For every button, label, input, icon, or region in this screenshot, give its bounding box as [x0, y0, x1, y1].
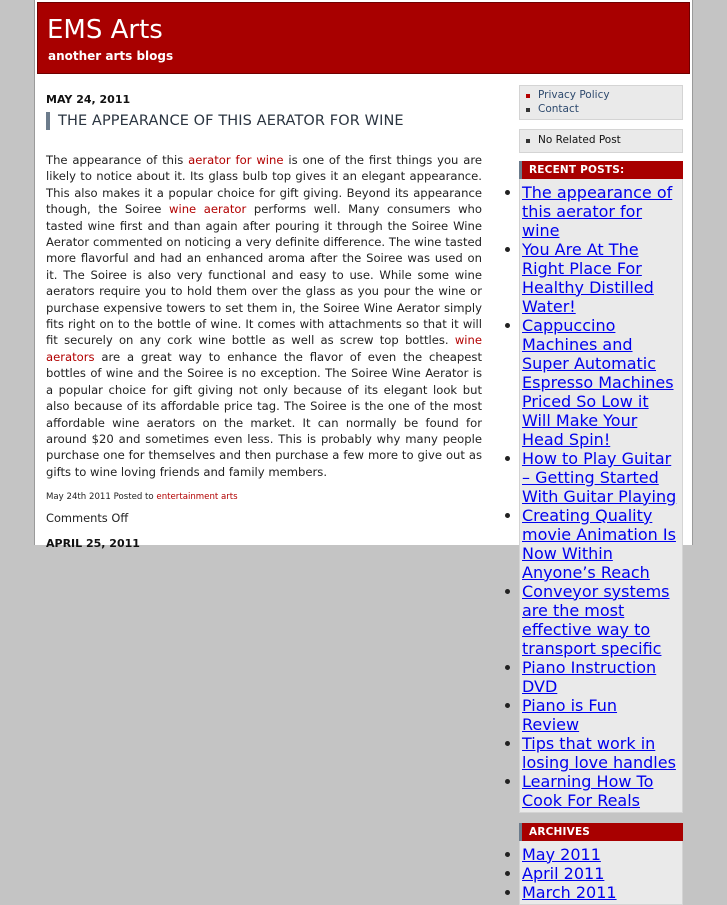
- recent-post-item[interactable]: [522, 772, 678, 810]
- post-text: The appearance of this: [46, 153, 189, 167]
- recent-post-link[interactable]: Tips that work in losing love handles: [522, 733, 676, 772]
- recent-post-item[interactable]: [522, 449, 678, 506]
- recent-post-item[interactable]: [522, 582, 678, 658]
- main-content: [46, 93, 482, 550]
- sidebar: [519, 85, 683, 905]
- archive-link[interactable]: May 2011: [522, 844, 601, 864]
- recent-posts-list: [519, 179, 683, 813]
- recent-post-item[interactable]: [522, 316, 678, 449]
- archive-item[interactable]: [522, 845, 678, 864]
- post-text: performs well. Many consumers who tasted wine first and than again after pouring it through the Soiree Wine Aerator commented on noticing a very definite difference. The wine tasted more flavorful and had an enhanced aroma after the Soiree was used on it. The Soiree is also very functional and easy to use. While some wine aerators require you to hold them over the glass as you pour the wine or purchase expensive towers to set them in, the Soiree Wine Aerator simply fits right on to the bottle of wine. It comes with attachments so that it will fit securely on any cork wine bottle as well as screw top bottles.: [46, 202, 482, 348]
- recent-post-link[interactable]: How to Play Guitar – Getting Started With Guitar Playing: [522, 448, 677, 506]
- recent-post-item[interactable]: [522, 240, 678, 316]
- wine-aerators-link[interactable]: wine aerators: [46, 333, 482, 364]
- pages-widget: [519, 85, 683, 120]
- related-post-item: [522, 134, 678, 148]
- recent-post-link[interactable]: Learning How To Cook For Reals: [522, 771, 654, 810]
- recent-post-link[interactable]: You Are At The Right Place For Healthy Distilled Water!: [522, 239, 654, 316]
- site-header: [37, 2, 690, 74]
- archive-link[interactable]: March 2011: [522, 882, 617, 902]
- recent-posts-title: RECENT POSTS:: [519, 161, 683, 179]
- category-link[interactable]: entertainment arts: [156, 492, 238, 503]
- wine-aerator-link[interactable]: wine aerator: [168, 202, 247, 217]
- archive-item[interactable]: [522, 864, 678, 883]
- aerator-for-wine-link[interactable]: aerator for wine: [188, 153, 284, 167]
- recent-post-item[interactable]: [522, 658, 678, 696]
- archives-title: ARCHIVES: [519, 823, 683, 841]
- recent-post-link[interactable]: Conveyor systems are the most effective way to transport specific: [522, 581, 670, 658]
- site-tagline: another arts blogs: [48, 49, 174, 63]
- sidebar-item-privacy-policy[interactable]: [522, 89, 678, 103]
- recent-post-item[interactable]: [522, 183, 678, 240]
- related-posts-widget: [519, 129, 683, 153]
- recent-post-link[interactable]: Piano is Fun Review: [522, 695, 618, 734]
- recent-post-link[interactable]: Cappuccino Machines and Super Automatic Espresso Machines Priced So Low it Will Make Your Head Spin!: [522, 315, 674, 449]
- recent-post-link[interactable]: The appearance of this aerator for wine: [522, 182, 673, 240]
- archives-list: [519, 841, 683, 905]
- privacy-policy-link[interactable]: Privacy Policy: [538, 89, 610, 101]
- archives-widget: [519, 823, 683, 905]
- sidebar-item-contact[interactable]: [522, 103, 678, 117]
- recent-post-link[interactable]: Piano Instruction DVD: [522, 657, 657, 696]
- post-meta-text: May 24th 2011 Posted to: [46, 492, 157, 503]
- page-container: [34, 0, 693, 902]
- recent-post-item[interactable]: [522, 734, 678, 772]
- post-meta: [46, 492, 482, 502]
- archive-item[interactable]: [522, 883, 678, 902]
- site-title[interactable]: EMS Arts: [47, 15, 163, 45]
- recent-post-item[interactable]: [522, 696, 678, 734]
- no-related-post-text: No Related Post: [538, 134, 621, 147]
- archive-link[interactable]: April 2011: [522, 863, 605, 883]
- post-text: are a great way to enhance the flavor of even the cheapest bottles of wine and the Soiree is no exception. The Soiree Wine Aerator is a popular choice for gift giving not only because of its elegant look but also because of its affordable price tag. The Soiree is the one of the most affordable wine aerators on the market. It can normally be found for around $20 and sometimes even less. This is probably why many people purchase one for themselves and then purchase a few more to give out as gifts to wine loving friends and family members.: [46, 349, 482, 479]
- recent-posts-widget: [519, 161, 683, 813]
- comments-status: Comments Off: [46, 511, 129, 526]
- post-title[interactable]: THE APPEARANCE OF THIS AERATOR FOR WINE: [46, 112, 482, 130]
- post-body: [46, 152, 482, 480]
- recent-post-item[interactable]: [522, 506, 678, 582]
- next-post-date: APRIL 25, 2011: [46, 537, 140, 551]
- contact-link[interactable]: Contact: [538, 102, 579, 115]
- recent-post-link[interactable]: Creating Quality movie Animation Is Now Within Anyone’s Reach: [522, 505, 676, 582]
- post-date: MAY 24, 2011: [46, 93, 131, 106]
- post-text: is one of the first things you are likely to notice about it. Its glass bulb top gives it an elegant appearance. This also makes it a popular choice for gift giving. Beyond its appearance though, the Soiree: [46, 153, 483, 217]
